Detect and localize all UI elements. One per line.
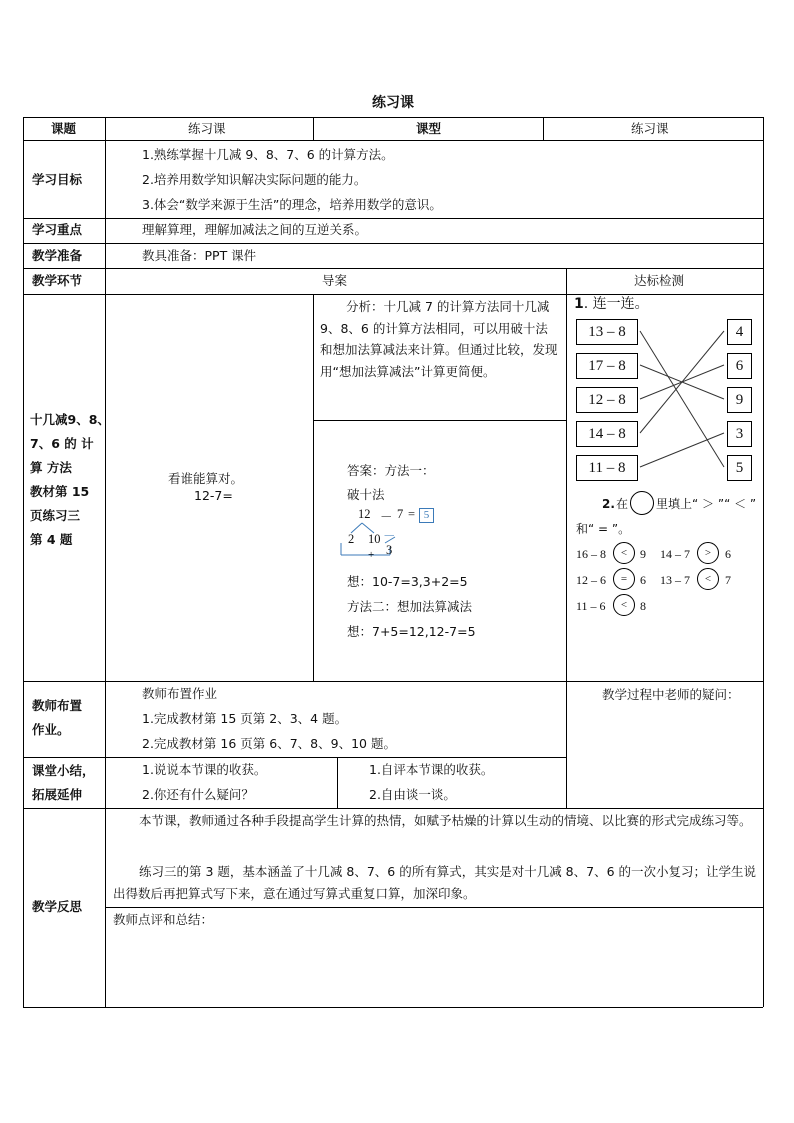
guide-header: 导案 bbox=[322, 273, 348, 288]
stage-line: 7、6 的 计 bbox=[30, 436, 94, 451]
summary-teacher-item: 2.你还有什么疑问？ bbox=[142, 787, 254, 802]
diagram-minus: － bbox=[380, 510, 393, 524]
compare-left: 12 – 6 bbox=[576, 573, 606, 587]
goal-item: 1.熟练掌握十几减 9、8、7、6 的计算方法。 bbox=[142, 147, 394, 162]
q2-text-1: 在 bbox=[616, 497, 629, 511]
diagram-result: 5 bbox=[419, 508, 434, 523]
guide-analysis: 分析：十几减 7 的计算方法同十几减 9、8、6 的计算方法相同，可以用破十法和想加法算减法来计算。但通过比较，发现用“想加法算减法”计算更简便。 bbox=[320, 299, 558, 379]
diagram-three: 3 bbox=[386, 543, 393, 557]
homework-label-2: 作业。 bbox=[32, 722, 70, 737]
compare-left: 14 – 7 bbox=[660, 547, 690, 561]
homework-item: 2.完成教材第 16 页第 6、7、8、9、10 题。 bbox=[142, 736, 396, 751]
summary-student-item: 2.自由谈一谈。 bbox=[369, 787, 456, 802]
summary-teacher-item: 1.说说本节课的收获。 bbox=[142, 762, 267, 777]
q1-text: . 连一连。 bbox=[583, 296, 649, 312]
page-title: 练习课 bbox=[372, 95, 414, 111]
topic-label: 课题 bbox=[51, 121, 77, 136]
compare-sign[interactable]: = bbox=[613, 568, 635, 590]
break-ten-diagram bbox=[340, 505, 440, 565]
diagram-two: 2 bbox=[348, 532, 355, 546]
guide-prompt: 看谁能算对。 bbox=[168, 471, 244, 486]
compare-sign[interactable]: < bbox=[613, 542, 635, 564]
compare-right: 6 bbox=[640, 573, 646, 587]
compare-sign[interactable]: < bbox=[613, 594, 635, 616]
stage-line: 教材第 15 bbox=[30, 484, 90, 499]
match-right-item[interactable]: 4 bbox=[727, 319, 752, 345]
key-point-value: 理解算理，理解加减法之间的互逆关系。 bbox=[142, 222, 368, 237]
compare-right: 7 bbox=[725, 573, 731, 587]
stage-cell bbox=[30, 408, 110, 552]
goal-item: 3.体会“数学来源于生活”的理念，培养用数学的意识。 bbox=[142, 197, 442, 212]
stage-header: 教学环节 bbox=[32, 273, 83, 288]
guide-expression: 12-7= bbox=[194, 488, 233, 503]
compare-right: 8 bbox=[640, 599, 646, 613]
summary-label: 课堂小结， bbox=[32, 763, 95, 778]
reflection-label: 教学反思 bbox=[32, 899, 83, 914]
answer-title: 答案：方法一： bbox=[347, 463, 435, 478]
stage-line: 算 方法 bbox=[30, 460, 72, 475]
diagram-ten: 10 bbox=[368, 532, 381, 546]
summary-student-item: 1.自评本节课的收获。 bbox=[369, 762, 494, 777]
summary-label-2: 拓展延伸 bbox=[32, 787, 83, 802]
match-left-item[interactable]: 11 – 8 bbox=[576, 455, 638, 481]
compare-sign[interactable]: < bbox=[697, 568, 719, 590]
type-label: 课型 bbox=[416, 121, 442, 136]
match-right-item[interactable]: 5 bbox=[727, 455, 752, 481]
stage-line: 第 4 题 bbox=[30, 532, 73, 547]
homework-title: 教师布置作业 bbox=[142, 686, 218, 701]
diagram-twelve: 12 bbox=[358, 507, 371, 521]
match-left-item[interactable]: 14 – 8 bbox=[576, 421, 638, 447]
stage-line: 页练习三 bbox=[30, 508, 81, 523]
match-right-item[interactable]: 9 bbox=[727, 387, 752, 413]
match-right-item[interactable]: 3 bbox=[727, 421, 752, 447]
check-header: 达标检测 bbox=[634, 273, 685, 288]
diagram-plus: + bbox=[368, 549, 375, 561]
q2-prefix: 2. bbox=[602, 497, 615, 511]
reflection-paragraph: 本节课，教师通过各种手段提高学生计算的热情，如赋予枯燥的计算以生动的情境、以比赛的形式完成练习等。 bbox=[139, 813, 752, 828]
type-value: 练习课 bbox=[631, 121, 669, 136]
prep-value: 教具准备：PPT 课件 bbox=[142, 248, 257, 263]
compare-right: 9 bbox=[640, 547, 646, 561]
q2-text-2: 里填上“ ＞ ”“ ＜ ” bbox=[656, 497, 757, 511]
topic-value: 练习课 bbox=[188, 121, 226, 136]
diagram-equals: = bbox=[408, 507, 416, 521]
compare-left: 11 – 6 bbox=[576, 599, 606, 613]
question-label: 教学过程中老师的疑问： bbox=[602, 687, 740, 702]
comment-label: 教师点评和总结： bbox=[113, 912, 214, 927]
think-1: 想：10-7=3,3+2=5 bbox=[347, 574, 468, 589]
goals-label: 学习目标 bbox=[32, 172, 83, 187]
method2-name: 方法二：想加法算减法 bbox=[347, 599, 473, 614]
compare-left: 13 – 7 bbox=[660, 573, 690, 587]
match-left-item[interactable]: 12 – 8 bbox=[576, 387, 638, 413]
blank-circle-icon bbox=[630, 491, 654, 515]
q1-title bbox=[574, 295, 649, 313]
homework-item: 1.完成教材第 15 页第 2、3、4 题。 bbox=[142, 711, 348, 726]
match-right-item[interactable]: 6 bbox=[727, 353, 752, 379]
compare-left: 16 – 8 bbox=[576, 547, 606, 561]
method1-name: 破十法 bbox=[347, 487, 385, 502]
homework-label: 教师布置 bbox=[32, 698, 83, 713]
prep-label: 教学准备 bbox=[32, 248, 83, 263]
match-left-item[interactable]: 13 – 8 bbox=[576, 319, 638, 345]
stage-line: 十几减9、8、 bbox=[30, 412, 110, 427]
q1-number: 1 bbox=[574, 296, 584, 312]
compare-right: 6 bbox=[725, 547, 731, 561]
key-point-label: 学习重点 bbox=[32, 222, 83, 237]
diagram-seven: 7 bbox=[397, 507, 404, 521]
think-2: 想：7+5=12,12-7=5 bbox=[347, 624, 476, 639]
reflection-paragraph: 练习三的第 3 题，基本涵盖了十几减 8、7、6 的所有算式，其实是对十几减 8、7、6 的一次小复习；让学生说出得数后再把算式写下来，意在通过写算式重复口算，加深印象。 bbox=[113, 864, 757, 901]
diagram-ten-minus: － bbox=[383, 529, 396, 543]
match-left-item[interactable]: 17 – 8 bbox=[576, 353, 638, 379]
compare-sign[interactable]: > bbox=[697, 542, 719, 564]
goal-item: 2.培养用数学知识解决实际问题的能力。 bbox=[142, 172, 367, 187]
q2-text-3: 和“ = ”。 bbox=[576, 522, 631, 536]
